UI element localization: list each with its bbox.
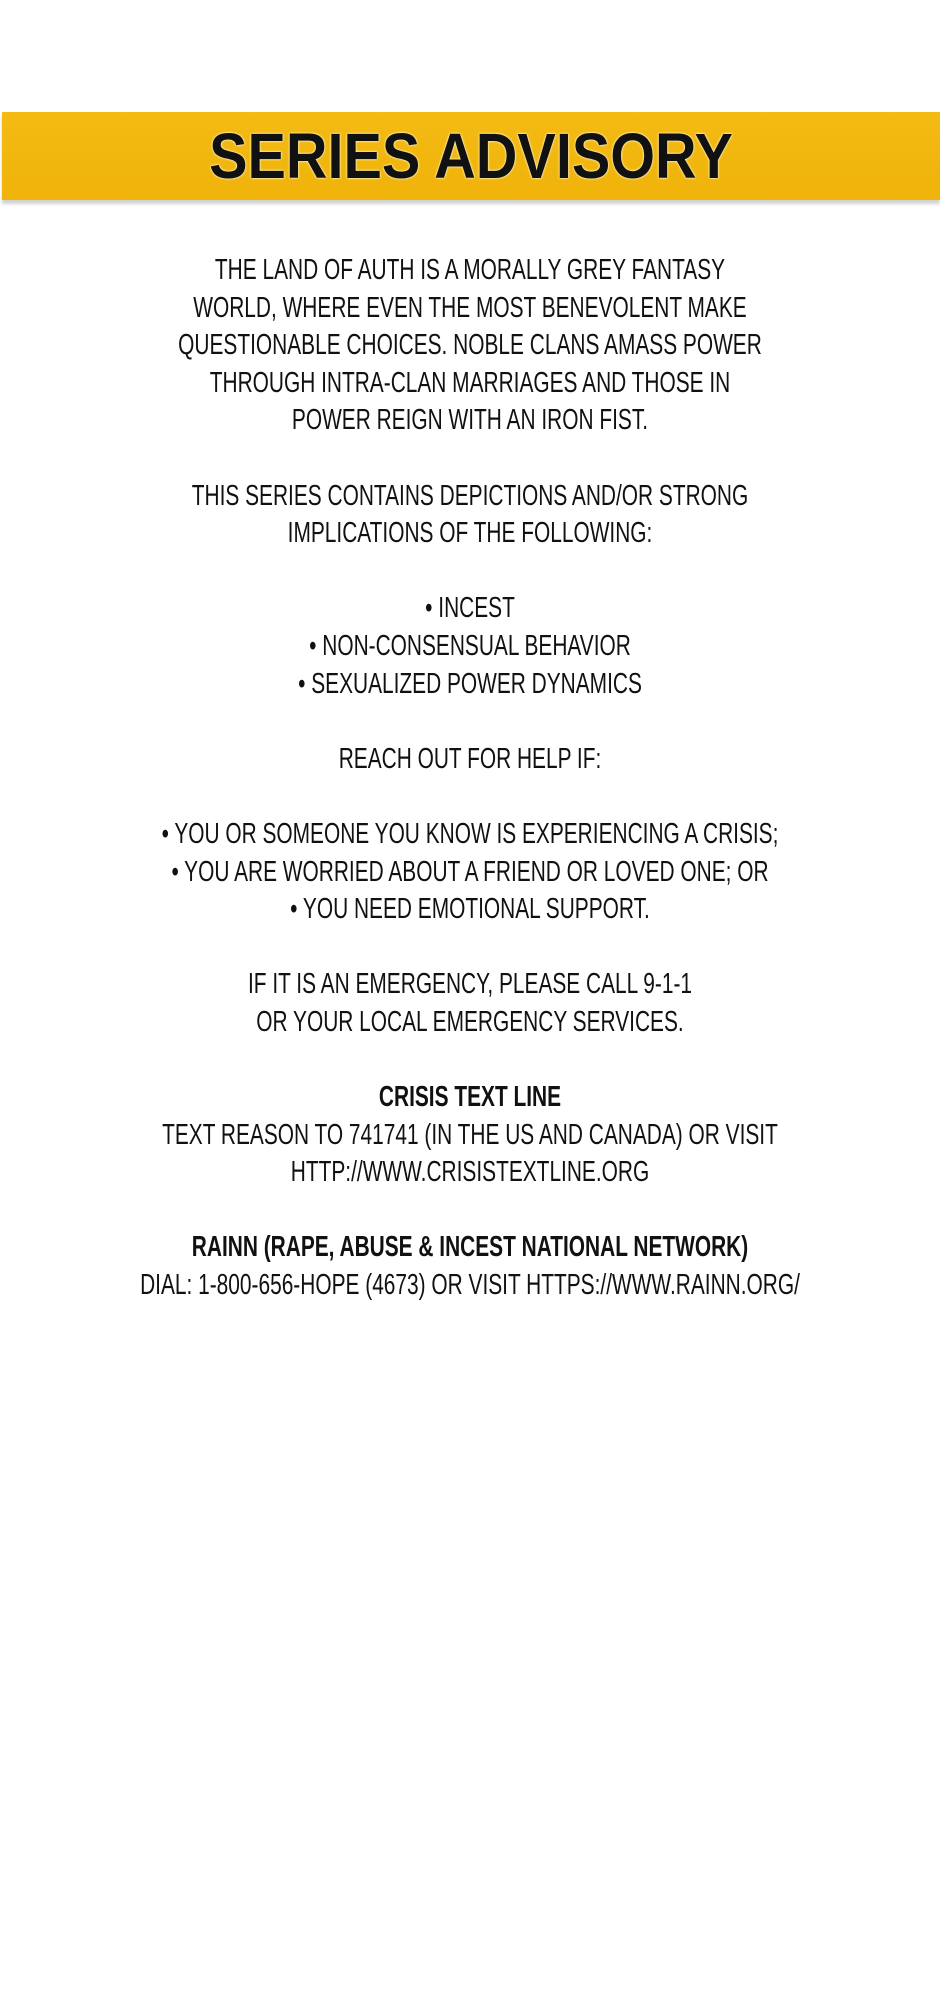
intro-paragraph	[2, 252, 938, 440]
page-title: SERIES ADVISORY	[209, 120, 733, 192]
text-line: IF IT IS AN EMERGENCY, PLEASE CALL 9-1-1	[247, 968, 693, 1001]
text-line: THE LAND OF AUTH IS A MORALLY GREY FANTASY	[214, 254, 726, 286]
text-line: THIS SERIES CONTAINS DEPICTIONS AND/OR STRONG	[191, 479, 749, 512]
resource-link[interactable]: HTTP://WWW.CRISISTEXTLINE.ORG	[290, 1156, 650, 1189]
warning-item: • NON-CONSENSUAL BEHAVIOR	[309, 629, 631, 662]
text-line: THROUGH INTRA-CLAN MARRIAGES AND THOSE IN	[209, 366, 731, 399]
resource-detail: TEXT REASON TO 741741 (IN THE US AND CANADA) OR VISIT	[162, 1118, 778, 1151]
title-banner	[2, 112, 940, 200]
text-line: OR YOUR LOCAL EMERGENCY SERVICES.	[256, 1005, 684, 1038]
warning-item: • SEXUALIZED POWER DYNAMICS	[298, 667, 642, 700]
warning-list	[2, 590, 938, 703]
text-line: POWER REIGN WITH AN IRON FIST.	[291, 404, 649, 437]
resource-detail[interactable]: DIAL: 1-800-656-HOPE (4673) OR VISIT HTTPS://WWW.RAINN.ORG/	[140, 1269, 800, 1302]
warning-item: • INCEST	[425, 592, 515, 625]
advisory-body	[2, 252, 938, 1305]
reach-out-heading: REACH OUT FOR HELP IF:	[338, 742, 602, 775]
help-reason-item: • YOU NEED EMOTIONAL SUPPORT.	[290, 893, 650, 926]
text-line: IMPLICATIONS OF THE FOLLOWING:	[287, 517, 653, 550]
resource-name: CRISIS TEXT LINE	[378, 1081, 562, 1114]
text-line: WORLD, WHERE EVEN THE MOST BENEVOLENT MAKE	[193, 291, 747, 324]
resource-rainn	[2, 1229, 938, 1304]
contains-paragraph	[2, 478, 938, 553]
emergency-paragraph	[2, 966, 938, 1041]
text-line: QUESTIONABLE CHOICES. NOBLE CLANS AMASS POWER	[178, 329, 762, 362]
help-reason-item: • YOU OR SOMEONE YOU KNOW IS EXPERIENCING A CRISIS;	[161, 817, 779, 850]
help-reasons-list	[2, 816, 938, 929]
help-reason-item: • YOU ARE WORRIED ABOUT A FRIEND OR LOVED ONE; OR	[171, 855, 769, 888]
resource-crisis-text-line	[2, 1079, 938, 1192]
resource-name: RAINN (RAPE, ABUSE & INCEST NATIONAL NETWORK)	[191, 1231, 749, 1264]
